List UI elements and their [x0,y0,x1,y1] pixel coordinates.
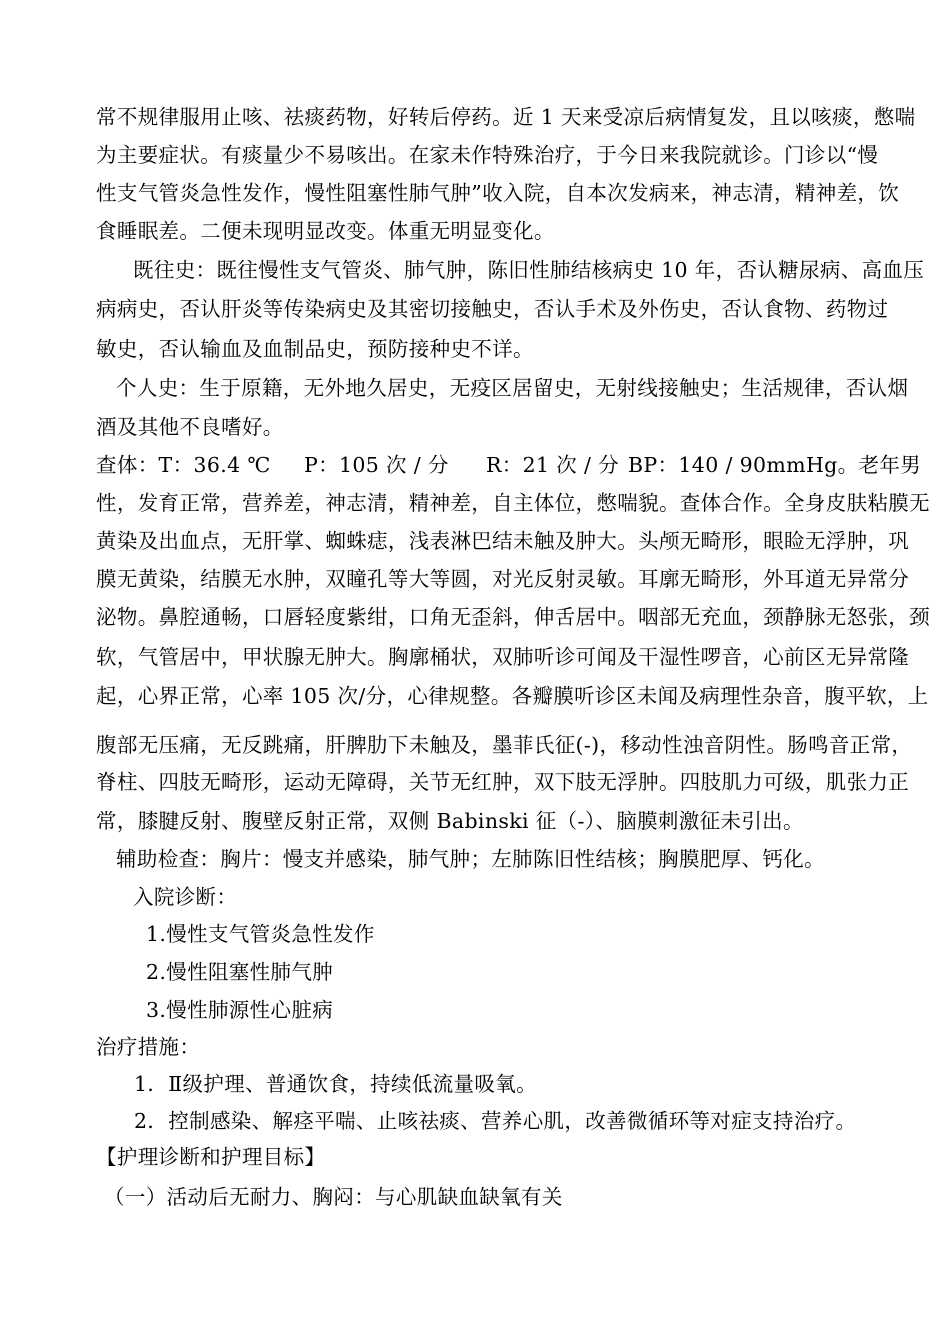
exam-line: 性，发育正常，营养差，神志清，精神差，自主体位，憋喘貌。查体合作。全身皮肤粘膜无 [96,491,930,515]
exam-line: 泌物。鼻腔通畅，口唇轻度紫绀，口角无歪斜，伸舌居中。咽部无充血，颈静脉无怒张，颈 [96,605,930,629]
vital-temperature: 查体：T：36.4 ℃ [96,453,271,477]
diagnosis-title: 入院诊断： [133,885,238,909]
personal-history-line: 个人史：生于原籍，无外地久居史，无疫区居留史，无射线接触史；生活规律，否认烟 [116,376,909,400]
present-illness-line: 为主要症状。有痰量少不易咳出。在家未作特殊治疗，于今日来我院就诊。门诊以“慢 [96,143,879,167]
present-illness-line: 性支气管炎急性发作，慢性阻塞性肺气肿”收入院，自本次发病来，神志清，精神差，饮 [96,181,900,205]
diagnosis-item: 3.慢性肺源性心脏病 [146,998,334,1022]
exam-line: 膜无黄染，结膜无水肿，双瞳孔等大等圆，对光反射灵敏。耳廓无畸形，外耳道无异常分 [96,567,910,591]
nursing-heading: 【护理诊断和护理目标】 [96,1145,326,1169]
exam-line: 软，气管居中，甲状腺无肿大。胸廓桶状，双肺听诊可闻及干湿性啰音，心前区无异常隆 [96,645,910,669]
present-illness-line: 常不规律服用止咳、祛痰药物，好转后停药。近 1 天来受凉后病情复发，且以咳痰，憋喘 [96,105,916,129]
diagnosis-item: 2.慢性阻塞性肺气肿 [146,960,334,984]
exam-line: 腹部无压痛，无反跳痛，肝脾肋下未触及，墨菲氏征(-)，移动性浊音阴性。肠鸣音正常， [96,733,913,757]
nursing-item: （一）活动后无耐力、胸闷：与心肌缺血缺氧有关 [104,1185,563,1209]
vital-respiration: R：21 次 / 分 [486,453,619,477]
diagnosis-item: 1.慢性支气管炎急性发作 [146,922,375,946]
exam-vitals-line [96,453,921,477]
vital-pulse: P：105 次 / 分 [304,453,449,477]
personal-history-line: 酒及其他不良嗜好。 [96,415,284,439]
present-illness-line: 食睡眠差。二便未现明显改变。体重无明显变化。 [96,219,555,243]
exam-line: 常，膝腱反射、腹壁反射正常，双侧 Babinski 征（-）、脑膜刺激征未引出。 [96,809,804,833]
past-history-line: 病病史，否认肝炎等传染病史及其密切接触史，否认手术及外伤史，否认食物、药物过 [96,297,889,321]
exam-line: 黄染及出血点，无肝掌、蜘蛛痣，浅表淋巴结未触及肿大。头颅无畸形，眼睑无浮肿，巩 [96,529,910,553]
exam-line: 起，心界正常，心率 105 次/分，心律规整。各瓣膜听诊区未闻及病理性杂音，腹平软，上 [96,684,929,708]
aux-exam-line: 辅助检查：胸片：慢支并感染，肺气肿；左肺陈旧性结核；胸膜肥厚、钙化。 [116,847,825,871]
treatment-item: 2．控制感染、解痉平喘、止咳祛痰、营养心肌，改善微循环等对症支持治疗。 [134,1109,857,1133]
exam-line: 脊柱、四肢无畸形，运动无障碍，关节无红肿，双下肢无浮肿。四肢肌力可级，肌张力正 [96,770,910,794]
past-history-line: 既往史：既往慢性支气管炎、肺气肿，陈旧性肺结核病史 10 年，否认糖尿病、高血压 [133,258,925,282]
past-history-line: 敏史，否认输血及血制品史，预防接种史不详。 [96,337,534,361]
treatment-title: 治疗措施： [96,1035,201,1059]
vital-blood-pressure: BP：140 / 90mmHg。老年男 [628,453,922,477]
treatment-item: 1．Ⅱ级护理、普通饮食，持续低流量吸氧。 [134,1072,537,1096]
